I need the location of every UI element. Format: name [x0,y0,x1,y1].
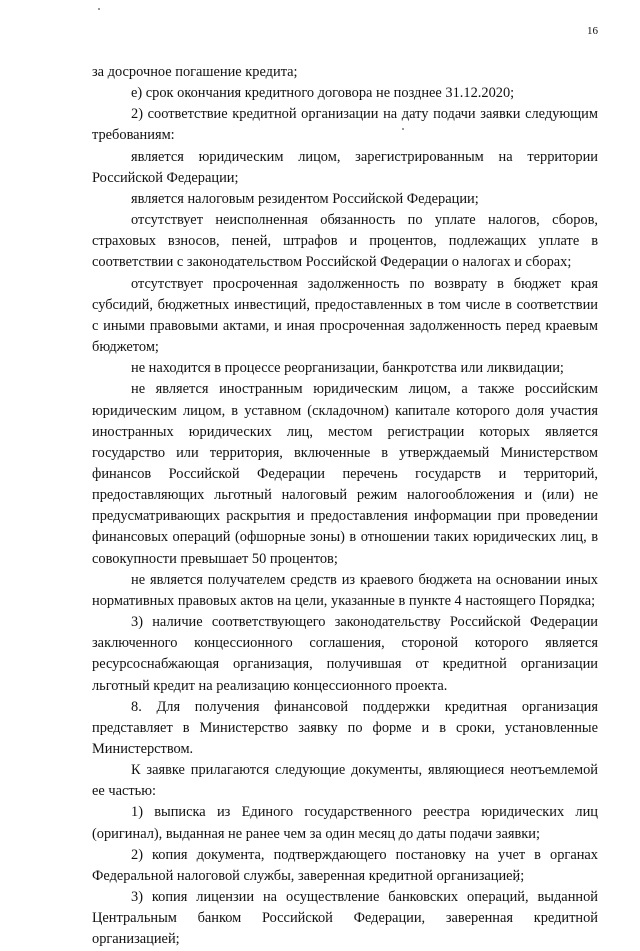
paragraph: не является иностранным юридическим лицом, а также российским юридическим лицом, в уставном (складочном) капитале которого доля участия иностранных юридических лиц, местом регистрации которых является государство или территория, включенные в утверждаемый Министерством финансов Российской Федерации перечень государств и территорий, предоставляющих льготный налоговый режим налогообложения и (или) не предусматривающих раскрытия и предоставления информации при проведении финансовых операций (офшорные зоны) в отношении таких юридических лиц, в совокупности превышает 50 процентов; [92,381,598,567]
scan-speck [98,8,100,10]
paragraph: не находится в процессе реорганизации, банкротства или ликвидации; [131,360,564,377]
paragraph: является юридическим лицом, зарегистрированным на территории Российской Федерации; [92,148,598,186]
paragraph: 2) соответствие кредитной организации на дату подачи заявки следующим требованиям: [92,106,598,144]
page-number: 16 [587,25,598,37]
paragraph: 3) наличие соответствующего законодательству Российской Федерации заключенного концессионного соглашения, стороной которого является ресурсоснабжающая организация, получившая от кредитной организации льготный кредит на реализацию концессионного проекта. [92,614,598,694]
paragraph: 2) копия документа, подтверждающего постановку на учет в органах Федеральной налоговой службы, заверенная кредитной организацией; [92,846,598,884]
paragraph: 8. Для получения финансовой поддержки кредитная организация представляет в Министерство заявку по форме и в сроки, установленные Министерством. [92,698,598,757]
paragraph: является налоговым резидентом Российской Федерации; [131,190,479,207]
document-body [92,62,598,951]
paragraph: не является получателем средств из краевого бюджета на основании иных нормативных правовых актов на цели, указанные в пункте 4 настоящего Порядка; [92,571,598,609]
paragraph: отсутствует неисполненная обязанность по уплате налогов, сборов, страховых взносов, пеней, штрафов и процентов, подлежащих уплате в соответствии с законодательством Российской Федерации о налогах и сборах; [92,212,598,271]
paragraph: 3) копия лицензии на осуществление банковских операций, выданной Центральным банком Российской Федерации, заверенная кредитной организацией; [92,889,598,948]
paragraph: отсутствует просроченная задолженность по возврату в бюджет края субсидий, бюджетных инвестиций, предоставленных в том числе в соответствии с иными правовыми актами, и иная просроченная задолженность перед краевым бюджетом; [92,275,598,356]
paragraph: е) срок окончания кредитного договора не позднее 31.12.2020; [131,85,515,102]
paragraph: 1) выписка из Единого государственного реестра юридических лиц (оригинал), выданная не ранее чем за один месяц до даты подачи заявки; [92,804,598,842]
paragraph: К заявке прилагаются следующие документы, являющиеся неотъемлемой ее частью: [92,762,598,800]
paragraph: за досрочное погашение кредита; [92,64,298,80]
